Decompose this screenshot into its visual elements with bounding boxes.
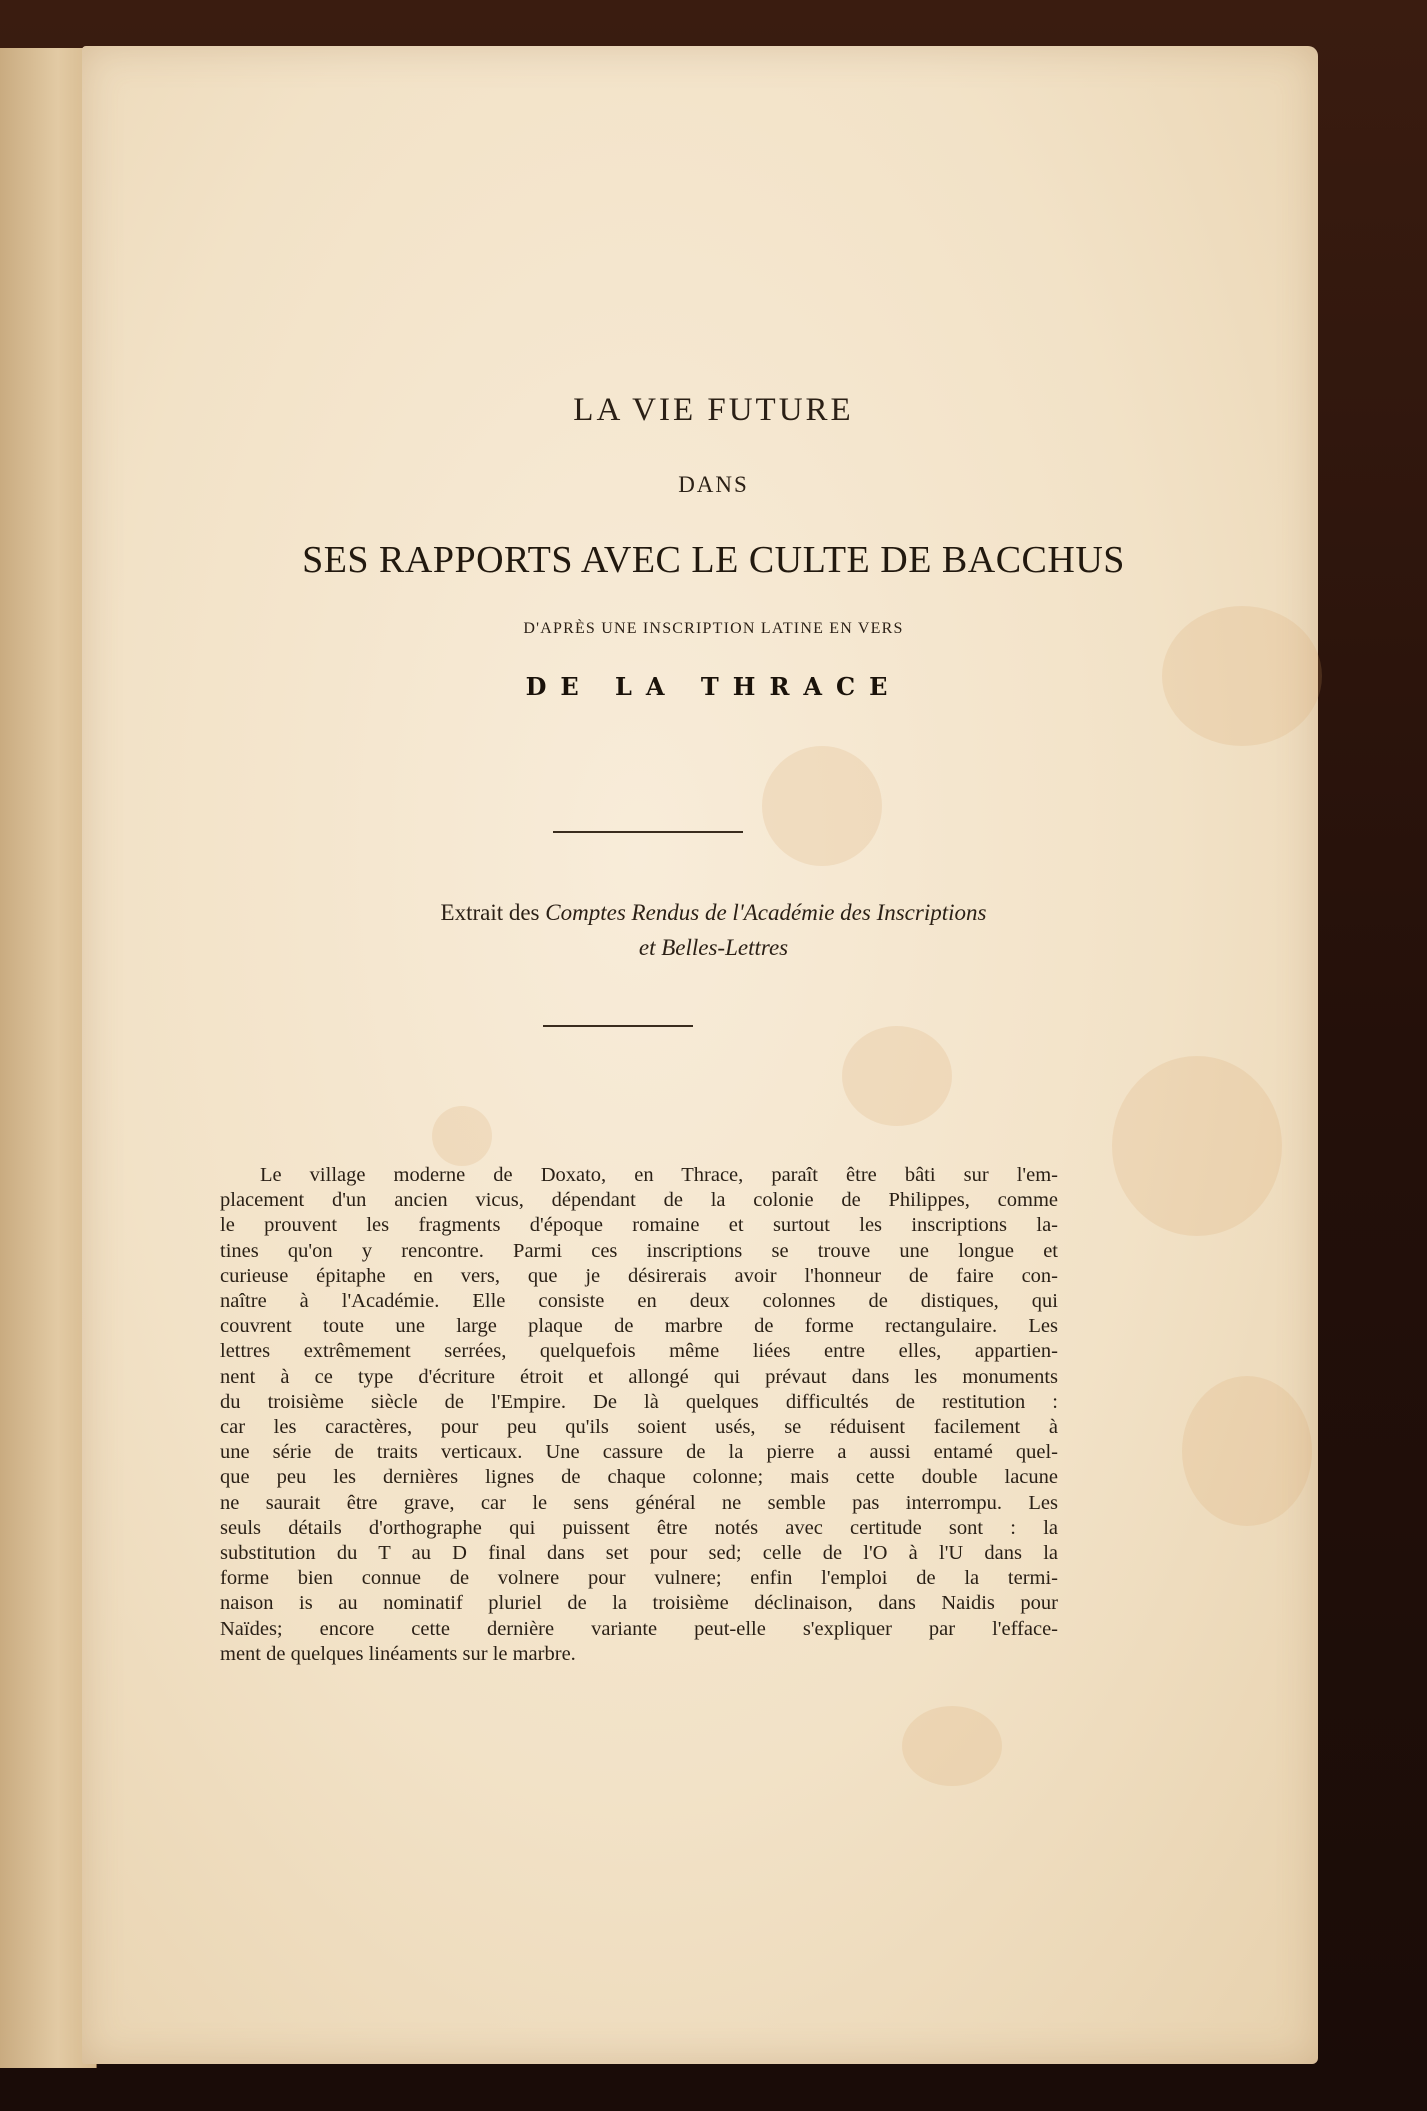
body-line: nent à ce type d'écriture étroit et allongé qui prévaut dans les monuments [220, 1365, 1058, 1388]
foxing-stain [1112, 1056, 1282, 1236]
body-line: forme bien connue de volnere pour vulnere; enfin l'emploi de la termi- [220, 1567, 1058, 1590]
body-line: lettres extrêmement serrées, quelquefois même liées entre elles, appartien- [220, 1340, 1058, 1363]
divider-rule [543, 1025, 693, 1027]
divider-rule [553, 831, 743, 833]
body-line: naître à l'Académie. Elle consiste en deux colonnes de distiques, qui [220, 1290, 1058, 1313]
body-line: tines qu'on y rencontre. Parmi ces inscriptions se trouve une longue et [220, 1239, 1058, 1262]
body-line: Le village moderne de Doxato, en Thrace, paraît être bâti sur l'em- [260, 1164, 1058, 1186]
title-subject: SES RAPPORTS AVEC LE CULTE DE BACCHUS [302, 539, 1125, 581]
foxing-stain [902, 1706, 1002, 1786]
body-line: une série de traits verticaux. Une cassure de la pierre a aussi entamé quel- [220, 1441, 1058, 1464]
body-line: curieuse épitaphe en vers, que je désirerais avoir l'honneur de faire con- [220, 1264, 1058, 1287]
body-line: naison is au nominatif pluriel de la troisième déclinaison, dans Naidis pour [220, 1592, 1058, 1615]
body-line: seuls détails d'orthographe qui puissent être notés avec certitude sont : la [220, 1516, 1058, 1539]
title-connector: DANS [678, 472, 749, 497]
body-line: ne saurait être grave, car le sens général ne semble pas interrompu. Les [220, 1491, 1058, 1514]
body-line: substitution du T au D final dans set pour sed; celle de l'O à l'U dans la [220, 1542, 1058, 1565]
title-region: DE LA THRACE [525, 672, 902, 701]
body-line: car les caractères, pour peu qu'ils soient usés, se réduisent facilement à [220, 1416, 1058, 1439]
foxing-stain [1182, 1376, 1312, 1526]
title-main: LA VIE FUTURE [573, 392, 854, 428]
body-line: que peu les dernières lignes de chaque colonne; mais cette double lacune [220, 1466, 1058, 1489]
body-line: Naïdes; encore cette dernière variante peut-elle s'expliquer par l'efface- [220, 1617, 1058, 1640]
body-paragraph [220, 1163, 1058, 1667]
book-page [82, 46, 1318, 2064]
foxing-stain [762, 746, 882, 866]
body-line: ment de quelques linéaments sur le marbre. [220, 1642, 576, 1665]
body-line: le prouvent les fragments d'époque romaine et surtout les inscriptions la- [220, 1214, 1058, 1237]
extract-note [0, 895, 1427, 965]
extract-source-cont: et Belles-Lettres [638, 935, 789, 960]
extract-prefix: Extrait des [440, 900, 546, 925]
body-line: placement d'un ancien vicus, dépendant de la colonie de Philippes, comme [220, 1189, 1058, 1212]
title-source: D'APRÈS UNE INSCRIPTION LATINE EN VERS [523, 620, 904, 637]
body-line: du troisième siècle de l'Empire. De là quelques difficultés de restitution : [220, 1390, 1058, 1413]
foxing-stain [842, 1026, 952, 1126]
body-line: couvrent toute une large plaque de marbre de forme rectangulaire. Les [220, 1315, 1058, 1338]
extract-source: Comptes Rendus de l'Académie des Inscriptions [545, 900, 987, 925]
foxing-stain [432, 1106, 492, 1166]
